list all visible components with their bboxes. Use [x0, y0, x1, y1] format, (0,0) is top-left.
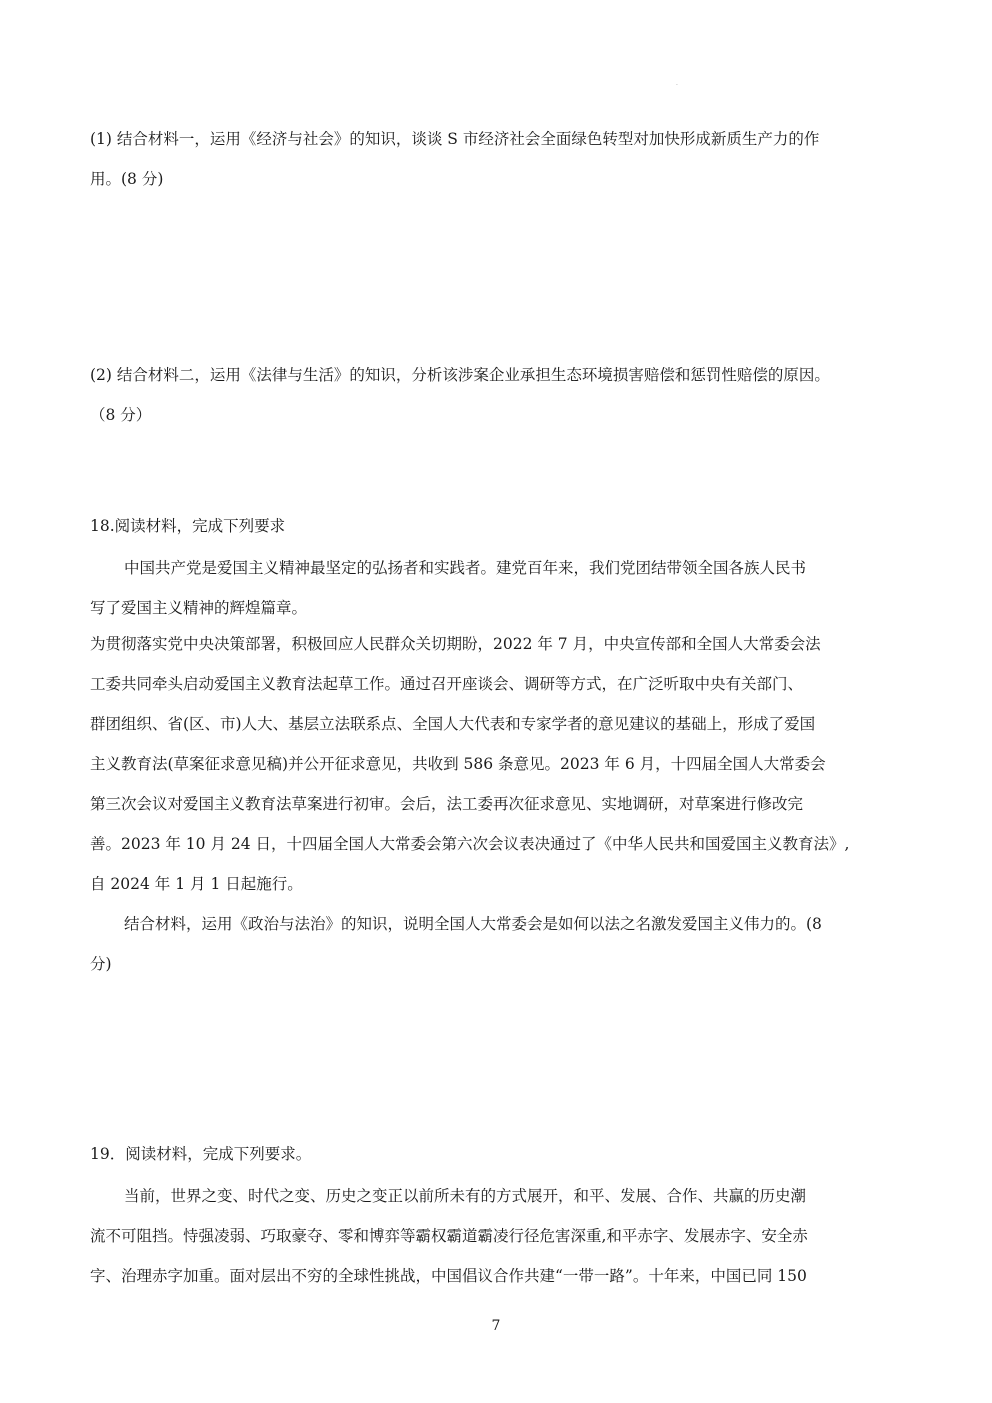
q18-para2-line4: 主义教育法(草案征求意见稿)并公开征求意见，共收到 586 条意见。2023 年 6 月，十四届全国人大常委会 — [90, 755, 826, 773]
q18-para2-line3: 群团组织、省(区、市)人大、基层立法联系点、全国人大代表和专家学者的意见建议的基础上，形成了爱国 — [90, 715, 816, 733]
q19-para1-line1: 当前，世界之变、时代之变、历史之变正以前所未有的方式展开，和平、发展、合作、共赢的历史潮 — [124, 1187, 807, 1205]
q18-para1-line1: 中国共产党是爱国主义精神最坚定的弘扬者和实践者。建党百年来，我们党团结带领全国各族人民书 — [124, 559, 807, 577]
q18-para2-line2: 工委共同牵头启动爱国主义教育法起草工作。通过召开座谈会、调研等方式，在广泛听取中央有关部门、 — [90, 675, 804, 693]
q18-para2-line1: 为贯彻落实党中央决策部署，积极回应人民群众关切期盼，2022 年 7 月，中央宣传部和全国人大常委会法 — [90, 635, 821, 653]
q17-sub1-line2: 用。(8 分) — [90, 170, 164, 188]
q18-para2-line7: 自 2024 年 1 月 1 日起施行。 — [90, 875, 303, 893]
page-number: 7 — [491, 1318, 501, 1334]
q18-task-line1: 结合材料，运用《政治与法治》的知识，说明全国人大常委会是如何以法之名激发爱国主义伟力的。(8 — [124, 915, 822, 933]
q18-task-line2: 分) — [90, 955, 112, 973]
q19-para1-line2: 流不可阻挡。恃强凌弱、巧取豪夺、零和博弈等霸权霸道霸凌行径危害深重,和平赤字、发展赤字、安全赤 — [90, 1227, 808, 1245]
q17-sub2-line2: （8 分） — [90, 406, 152, 424]
q19-heading: 19．阅读材料，完成下列要求。 — [90, 1145, 312, 1163]
q17-sub1-line1: (1) 结合材料一，运用《经济与社会》的知识，谈谈 S 市经济社会全面绿色转型对加快形成新质生产力的作 — [90, 130, 820, 148]
q18-para1-line2: 写了爱国主义精神的辉煌篇章。 — [90, 599, 308, 617]
q18-heading: 18.阅读材料，完成下列要求 — [90, 517, 286, 535]
q19-para1-line3: 字、治理赤字加重。面对层出不穷的全球性挑战，中国倡议合作共建“一带一路”。十年来，中国已同 150 — [90, 1267, 807, 1285]
scan-speck: · — [676, 82, 678, 89]
q18-para2-line5: 第三次会议对爱国主义教育法草案进行初审。会后，法工委再次征求意见、实地调研，对草案进行修改完 — [90, 795, 804, 813]
q18-para2-line6: 善。2023 年 10 月 24 日，十四届全国人大常委会第六次会议表决通过了《中华人民共和国爱国主义教育法》, — [90, 835, 850, 853]
q17-sub2-line1: (2) 结合材料二，运用《法律与生活》的知识，分析该涉案企业承担生态环境损害赔偿和惩罚性赔偿的原因。 — [90, 366, 830, 384]
